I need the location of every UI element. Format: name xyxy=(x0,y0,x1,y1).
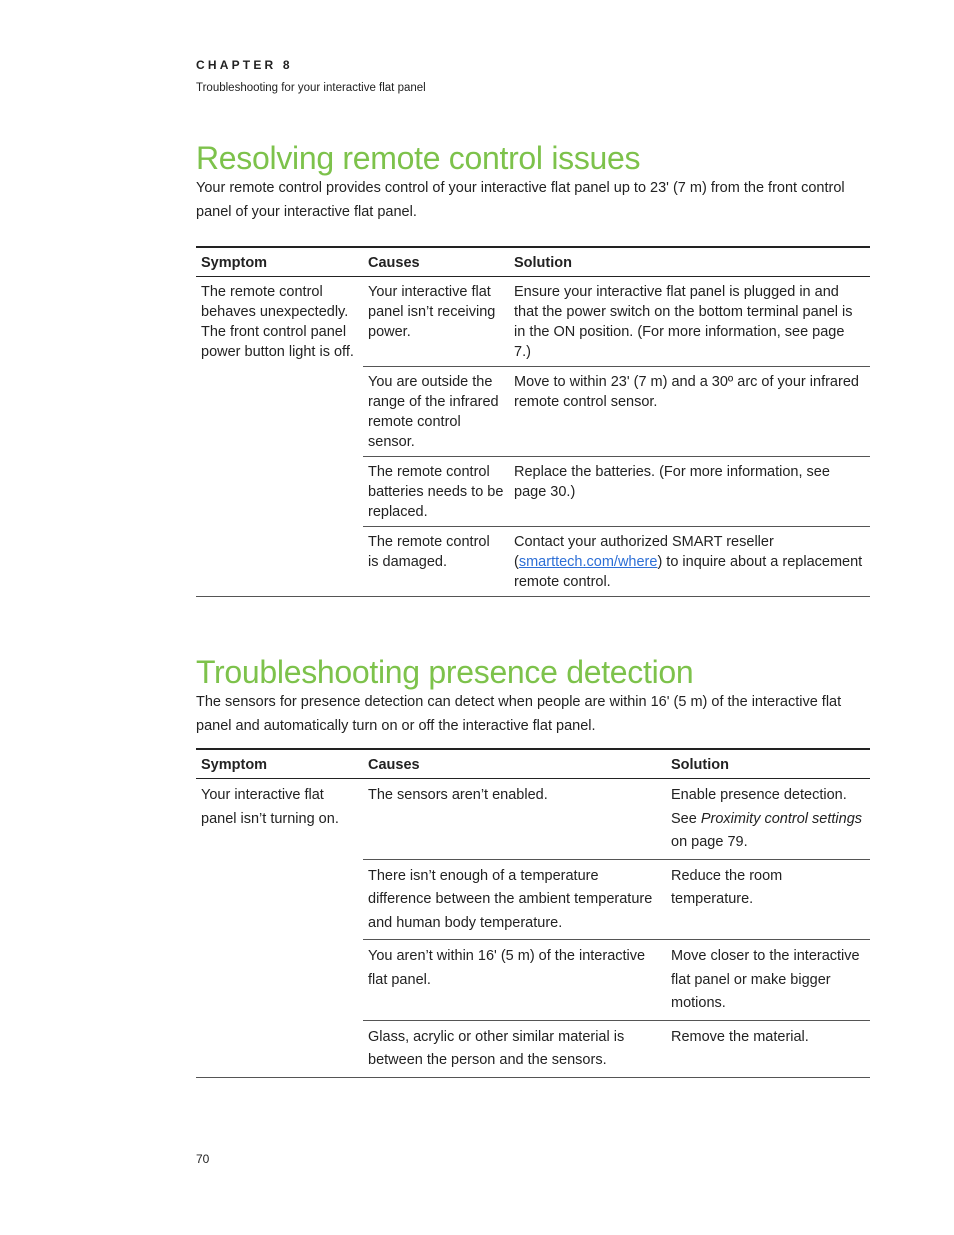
cause-cell: There isn’t enough of a temperature difference between the ambient temperature and human body temperature. xyxy=(363,859,666,940)
remote-control-table xyxy=(196,246,870,597)
symptom-cell: Your interactive flat panel isn’t turning on. xyxy=(196,779,363,1078)
section-intro-presence: The sensors for presence detection can detect when people are within 16' (5 m) of the interactive flat panel and automatically turn on or off the interactive flat panel. xyxy=(196,694,842,734)
solution-cell: Ensure your interactive flat panel is plugged in and that the power switch on the bottom terminal panel is in the ON position. (For more information, see page 7.) xyxy=(509,277,870,367)
solution-text: Enable presence detection. See xyxy=(671,787,847,827)
table-row xyxy=(196,779,870,860)
cause-cell: The remote control is damaged. xyxy=(363,527,509,597)
smarttech-link[interactable]: smarttech.com/where xyxy=(518,554,658,570)
table-header-row xyxy=(196,749,870,779)
solution-cell: Replace the batteries. (For more information, see page 30.) xyxy=(509,457,870,527)
page-number: 70 xyxy=(196,1152,210,1166)
cause-cell: The sensors aren’t enabled. xyxy=(363,779,666,860)
cause-cell: You aren’t within 16' (5 m) of the interactive flat panel. xyxy=(363,940,666,1021)
cause-cell: Your interactive flat panel isn’t receiving power. xyxy=(363,277,509,367)
solution-cell: Move to within 23' (7 m) and a 30º arc of your infrared remote control sensor. xyxy=(509,367,870,457)
section-title-remote: Resolving remote control issues xyxy=(196,140,641,176)
solution-cell: Move closer to the interactive flat panel or make bigger motions. xyxy=(666,940,870,1021)
header-solution: Solution xyxy=(509,247,870,277)
symptom-cell: The remote control behaves unexpectedly. The front control panel power button light is off. xyxy=(196,277,363,597)
header-causes: Causes xyxy=(363,247,509,277)
cause-cell: Glass, acrylic or other similar material is between the person and the sensors. xyxy=(363,1020,666,1077)
section-title-presence: Troubleshooting presence detection xyxy=(196,654,694,690)
proximity-settings-reference: Proximity control settings xyxy=(700,810,863,827)
header-symptom: Symptom xyxy=(196,247,363,277)
solution-cell: Remove the material. xyxy=(666,1020,870,1077)
solution-text: on page 79. xyxy=(671,834,748,850)
chapter-label: CHAPTER 8 xyxy=(196,58,293,72)
header-symptom: Symptom xyxy=(196,749,363,779)
solution-text: ) to inquire about a replacement remote control. xyxy=(514,554,863,590)
table-header-row xyxy=(196,247,870,277)
section-intro-remote: Your remote control provides control of your interactive flat panel up to 23' (7 m) from the front control panel of your interactive flat panel. xyxy=(196,180,845,220)
presence-detection-section xyxy=(196,654,870,1078)
solution-cell xyxy=(509,527,870,597)
solution-cell: Reduce the room temperature. xyxy=(666,859,870,940)
presence-detection-table xyxy=(196,748,870,1078)
solution-text: Contact your authorized SMART reseller ( xyxy=(514,534,774,570)
header-solution: Solution xyxy=(666,749,870,779)
remote-control-section xyxy=(196,140,870,597)
header-causes: Causes xyxy=(363,749,666,779)
chapter-subtitle: Troubleshooting for your interactive flat panel xyxy=(196,82,426,94)
solution-cell xyxy=(666,779,870,860)
cause-cell: You are outside the range of the infrared remote control sensor. xyxy=(363,367,509,457)
table-row xyxy=(196,277,870,367)
cause-cell: The remote control batteries needs to be replaced. xyxy=(363,457,509,527)
